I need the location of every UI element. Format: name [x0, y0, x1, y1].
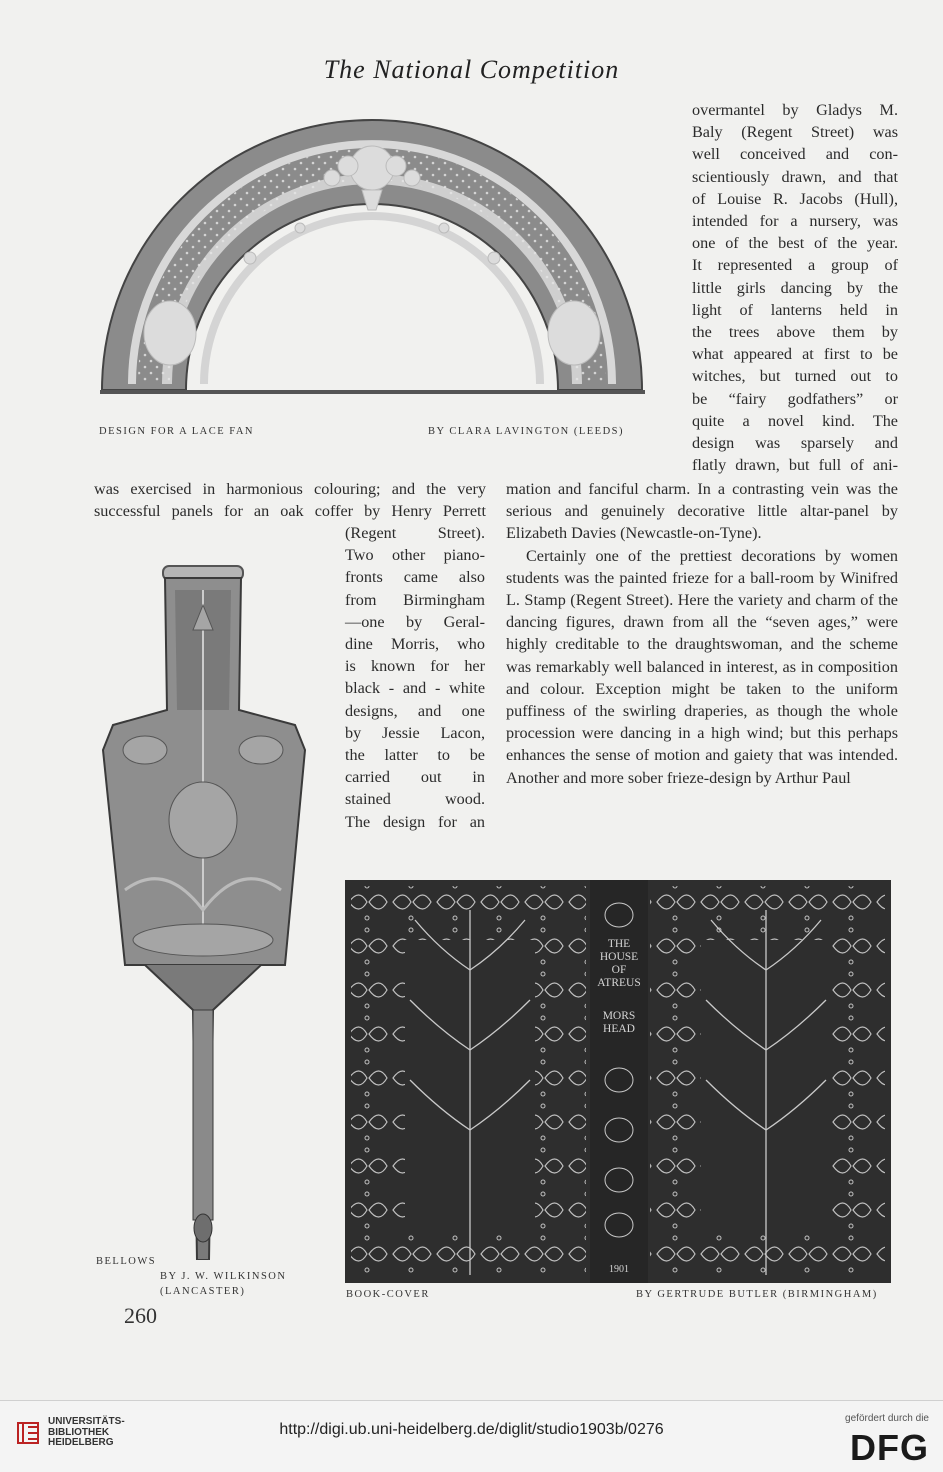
text-line: stained wood. [345, 790, 485, 809]
text-line: Baly (Regent Street) was [692, 123, 898, 142]
spine-title-line: THE [607, 938, 631, 950]
bellows-caption-line2: BY J. W. WILKINSON [160, 1271, 287, 1282]
text-right-top [692, 99, 898, 476]
book-caption-right: BY GERTRUDE BUTLER (BIRMINGHAM) [636, 1289, 878, 1300]
text-line: (Regent Street). [345, 524, 485, 542]
text-right-mid [506, 478, 898, 789]
dfg-logo: DFG [850, 1427, 929, 1468]
spine-title-line: OF [611, 964, 627, 976]
text-line: flatly drawn, but full of ani- [692, 456, 898, 475]
spine-title-line: ATREUS [597, 977, 641, 989]
text-line: light of lanterns held in [692, 300, 898, 319]
text-line: intended for a nursery, was [692, 212, 898, 231]
text-line: design was sparsely and [692, 434, 898, 453]
text-line: well conceived and con- [692, 145, 898, 164]
lace-fan-drawing [100, 118, 645, 418]
book-spine-year: 1901 [609, 1264, 629, 1275]
page-number: 260 [124, 1303, 157, 1328]
library-name-line: BIBLIOTHEK [48, 1426, 110, 1438]
text-line: witches, but turned out to [692, 367, 898, 386]
bellows-drawing [85, 560, 320, 1260]
text-line: successful panels for an oak coffer by Henry Perrett [94, 502, 486, 521]
library-name-line: UNIVERSITÄTS- [48, 1416, 125, 1427]
text-line: from Birmingham [345, 590, 485, 609]
text-line: the latter to be [345, 746, 485, 765]
text-line: designs, and one [345, 701, 485, 720]
funded-by-note: gefördert durch die [845, 1413, 929, 1424]
paragraph: Certainly one of the prettiest decorations by women students was the painted frieze for a ball-room by Winifred L. Stamp (Regent Street). Here the variety and charm of the dancing figures, drawn from all the “seven ages,” were highly creditable to the draughtswoman, and the scheme was remarkably well balanced in interest, as in composition and colour. Exception might be taken to the uniform puffiness of the swirling draperies, as though the whole procession were dancing in a high wind; but this perhaps enhances the sense of motion and gaiety that was intended. Another and more sober frieze-design by Arthur Paul [506, 546, 898, 787]
text-line: dine Morris, who [345, 635, 485, 654]
bellows-caption-line1: BELLOWS [96, 1256, 157, 1267]
library-name-line: HEIDELBERG [48, 1437, 114, 1448]
text-line: scientiously drawn, and that [692, 167, 898, 186]
text-line: the trees above them by [692, 323, 898, 342]
text-line: is known for her [345, 657, 485, 676]
text-line: was exercised in harmonious colouring; and the very [94, 480, 486, 498]
text-line: be “fairy godfathers” or [692, 389, 898, 408]
text-line: what appeared at first to be [692, 345, 898, 364]
text-line: quite a novel kind. The [692, 411, 898, 430]
fan-caption-right: BY CLARA LAVINGTON (LEEDS) [428, 426, 625, 437]
spine-title-line: HOUSE [599, 951, 639, 963]
book-spine-title [590, 938, 648, 990]
text-line: one of the best of the year. [692, 234, 898, 253]
digitization-footer [0, 1400, 943, 1472]
text-line: black - and - white [345, 679, 485, 698]
running-title: The National Competition [323, 55, 620, 84]
spine-author-line: MORS [602, 1010, 636, 1022]
bellows-illustration [85, 560, 320, 1260]
text-line: little girls dancing by the [692, 278, 898, 297]
text-line: The design for an [345, 812, 485, 831]
text-line: carried out in [345, 768, 485, 787]
text-left-narrow [345, 522, 485, 833]
source-url-link[interactable]: http://digi.ub.uni-heidelberg.de/diglit/studio1903b/0276 [279, 1421, 664, 1438]
text-line: fronts came also [345, 568, 485, 587]
paragraph: mation and fanciful charm. In a contrasting vein was the serious and genuinely decorative little altar-panel by Elizabeth Davies (Newcastle-on-Tyne). [506, 480, 898, 543]
text-line: Two other piano- [345, 546, 485, 565]
fan-caption-left: DESIGN FOR A LACE FAN [99, 426, 254, 437]
text-line: It represented a group of [692, 256, 898, 275]
text-line: by Jessie Lacon, [345, 723, 485, 742]
text-line: of Louise R. Jacobs (Hull), [692, 189, 898, 208]
book-spine-author [590, 1010, 648, 1036]
lace-fan-illustration [100, 118, 645, 418]
text-line: —one by Geral- [345, 612, 485, 631]
spine-author-line: HEAD [603, 1023, 635, 1035]
bellows-caption-line3: (LANCASTER) [160, 1286, 246, 1297]
book-cover-illustration [345, 880, 891, 1283]
book-caption-left: BOOK-COVER [346, 1289, 430, 1300]
text-left-wide [94, 478, 486, 522]
text-line: overmantel by Gladys M. [692, 101, 898, 119]
